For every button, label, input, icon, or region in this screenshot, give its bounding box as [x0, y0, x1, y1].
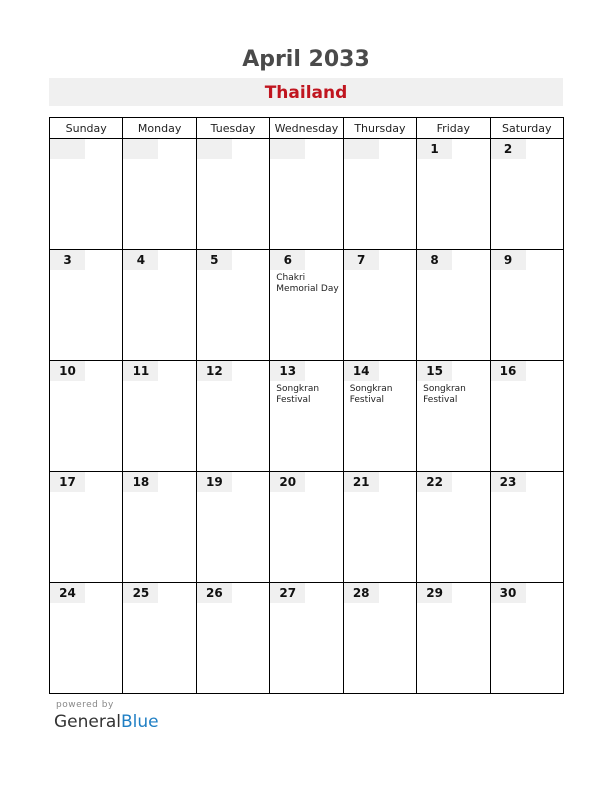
empty-day-cell [343, 139, 416, 250]
day-number: 3 [50, 250, 85, 270]
day-cell [417, 583, 490, 694]
day-cell [343, 583, 416, 694]
day-cell [50, 361, 123, 472]
page-title: April 2033 [242, 47, 370, 72]
holiday-label: Chakri Memorial Day [276, 273, 339, 294]
week-row [50, 250, 564, 361]
day-number: 25 [123, 583, 158, 603]
day-number [123, 139, 158, 159]
week-row [50, 583, 564, 694]
brand-logo-blue: Blue [121, 712, 159, 732]
holiday-label: Songkran Festival [349, 384, 393, 405]
day-cell [123, 361, 196, 472]
day-number: 6 [270, 250, 305, 270]
day-number: 19 [197, 472, 232, 492]
day-number: 11 [123, 361, 158, 381]
weekday-tuesday: Tuesday [196, 118, 269, 139]
footer [54, 700, 159, 732]
day-number [270, 139, 305, 159]
day-cell [490, 361, 563, 472]
weekday-thursday: Thursday [343, 118, 416, 139]
day-cell [196, 361, 269, 472]
holiday-label: Songkran Festival [276, 384, 320, 405]
day-number: 20 [270, 472, 305, 492]
day-number: 7 [344, 250, 379, 270]
day-number: 9 [491, 250, 526, 270]
week-row [50, 472, 564, 583]
calendar-body [50, 139, 564, 694]
day-cell [196, 583, 269, 694]
empty-day-cell [123, 139, 196, 250]
day-cell [196, 472, 269, 583]
day-number: 23 [491, 472, 526, 492]
day-number: 30 [491, 583, 526, 603]
day-cell [270, 361, 343, 472]
day-cell [270, 472, 343, 583]
day-cell [490, 583, 563, 694]
day-cell [417, 472, 490, 583]
day-cell [490, 472, 563, 583]
brand-logo-general: General [54, 712, 121, 732]
holiday-label: Songkran Festival [423, 384, 466, 405]
weekday-header-row [50, 118, 564, 139]
day-number: 14 [344, 361, 379, 381]
weekday-saturday: Saturday [490, 118, 563, 139]
country-banner [49, 78, 563, 106]
week-row [50, 139, 564, 250]
day-cell [417, 361, 490, 472]
day-number: 1 [417, 139, 452, 159]
empty-day-cell [50, 139, 123, 250]
day-cell [490, 250, 563, 361]
empty-day-cell [270, 139, 343, 250]
day-cell [343, 472, 416, 583]
day-cell [50, 472, 123, 583]
day-number: 16 [491, 361, 526, 381]
day-number: 4 [123, 250, 158, 270]
powered-by-text: powered by [56, 700, 114, 710]
day-number: 24 [50, 583, 85, 603]
day-number: 17 [50, 472, 85, 492]
day-number: 27 [270, 583, 305, 603]
day-cell [123, 472, 196, 583]
day-number: 28 [344, 583, 379, 603]
day-cell [123, 583, 196, 694]
calendar-grid [49, 117, 564, 694]
brand-logo[interactable] [54, 712, 159, 732]
day-cell [343, 361, 416, 472]
day-cell [196, 250, 269, 361]
day-cell [50, 583, 123, 694]
weekday-monday: Monday [123, 118, 196, 139]
day-cell [490, 139, 563, 250]
day-number: 5 [197, 250, 232, 270]
weekday-friday: Friday [417, 118, 490, 139]
day-number: 2 [491, 139, 526, 159]
day-cell [50, 250, 123, 361]
day-cell [417, 250, 490, 361]
country-name: Thailand [264, 83, 348, 103]
day-number: 22 [417, 472, 452, 492]
day-cell [123, 250, 196, 361]
day-number: 18 [123, 472, 158, 492]
day-number [197, 139, 232, 159]
day-number: 21 [344, 472, 379, 492]
day-number: 12 [197, 361, 232, 381]
day-number: 15 [417, 361, 452, 381]
day-number [50, 139, 85, 159]
day-cell [270, 250, 343, 361]
day-number: 29 [417, 583, 452, 603]
weekday-sunday: Sunday [50, 118, 123, 139]
day-cell [343, 250, 416, 361]
day-cell [417, 139, 490, 250]
day-number: 10 [50, 361, 85, 381]
week-row [50, 361, 564, 472]
day-number: 13 [270, 361, 305, 381]
day-number: 8 [417, 250, 452, 270]
day-number [344, 139, 379, 159]
day-cell [270, 583, 343, 694]
day-number: 26 [197, 583, 232, 603]
empty-day-cell [196, 139, 269, 250]
weekday-wednesday: Wednesday [270, 118, 343, 139]
